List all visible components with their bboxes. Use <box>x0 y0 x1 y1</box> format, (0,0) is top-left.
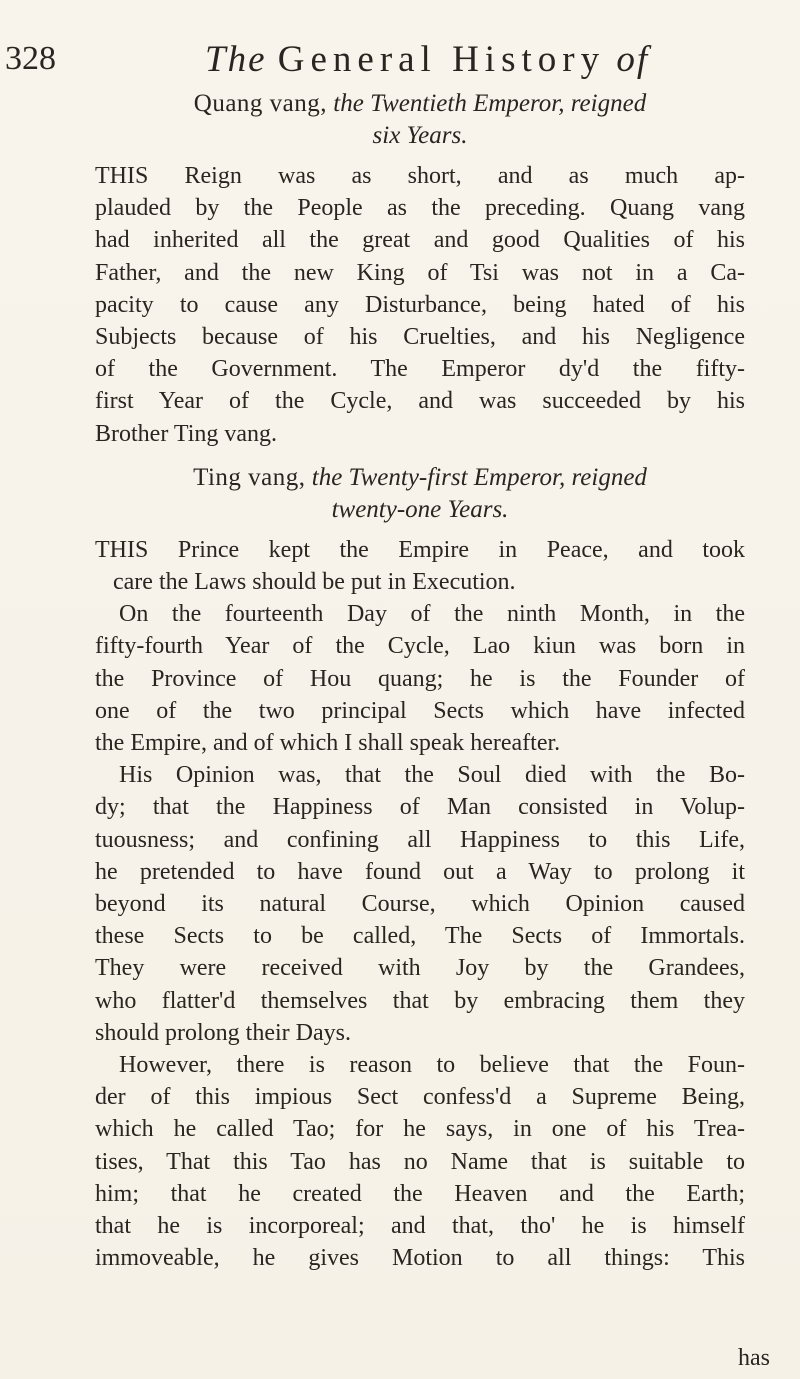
text-line: dy; that the Happiness of Man consisted in Volup- <box>95 794 745 821</box>
page-body <box>95 88 745 1358</box>
section-heading-line-2: six Years. <box>372 122 468 149</box>
text-line: of the Government. The Emperor dy'd the fifty- <box>95 356 745 383</box>
text-line: THIS Prince kept the Empire in Peace, and took <box>95 536 745 563</box>
section-heading-ting-vang <box>95 462 745 526</box>
text-line: fifty-fourth Year of the Cycle, Lao kiun was born in <box>95 633 745 660</box>
running-head <box>205 38 649 81</box>
text-line: der of this impious Sect confess'd a Supreme Being, <box>95 1084 745 1111</box>
text-line: first Year of the Cycle, and was succeeded by his <box>95 388 745 415</box>
text-line: the Empire, and of which I shall speak hereafter. <box>95 730 561 757</box>
paragraph-lao-kiun-opinion <box>95 759 745 1049</box>
text-line: THIS Reign was as short, and as much ap- <box>95 163 745 189</box>
page-number: 328 <box>5 40 56 77</box>
text-line: had inherited all the great and good Qualities of his <box>95 227 745 254</box>
paragraph-tao <box>95 1049 745 1274</box>
text-line: tuousness; and confining all Happiness to this Life, <box>95 826 745 853</box>
emperor-name: Quang vang, <box>193 90 328 117</box>
catchword: has <box>738 1345 770 1371</box>
text-line: pacity to cause any Disturbance, being hated of his <box>95 291 745 318</box>
running-head-suffix: of <box>616 39 650 80</box>
emperor-name: Ting vang, <box>193 463 306 491</box>
text-line: beyond its natural Course, which Opinion caused <box>95 891 745 918</box>
text-line: one of the two principal Sects which have infected <box>95 697 745 724</box>
text-line: him; that he created the Heaven and the Earth; <box>95 1180 745 1207</box>
running-head-prefix: The <box>205 39 267 80</box>
text-line: which he called Tao; for he says, in one of his Trea- <box>95 1116 745 1143</box>
text-line: Subjects because of his Cruelties, and his Negligence <box>95 324 745 351</box>
text-line: His Opinion was, that the Soul died with the Bo- <box>119 762 745 789</box>
text-line: Brother Ting vang. <box>95 420 278 447</box>
text-line: tises, That this Tao has no Name that is suitable to <box>95 1148 745 1175</box>
text-line: care the Laws should be put in Execution. <box>113 569 516 596</box>
page-header <box>0 22 800 82</box>
text-line: he pretended to have found out a Way to prolong it <box>95 858 745 885</box>
text-line: Father, and the new King of Tsi was not in a Ca- <box>95 259 745 286</box>
heading-rest: the Twenty-first Emperor, reigned <box>305 463 647 491</box>
paragraph-ting-vang-reign <box>95 534 745 598</box>
section-heading-quang-vang <box>95 88 745 152</box>
running-head-main: General History <box>277 39 606 80</box>
text-line: the Province of Hou quang; he is the Founder of <box>95 665 745 692</box>
paragraph-lao-kiun-birth <box>95 598 745 759</box>
text-line: plauded by the People as the preceding. Quang vang <box>95 195 745 222</box>
text-line: these Sects to be called, The Sects of Immortals. <box>95 923 745 950</box>
text-line: However, there is reason to believe that the Foun- <box>119 1052 745 1079</box>
text-line: that he is incorporeal; and that, tho' he is himself <box>95 1213 745 1240</box>
heading-rest: the Twentieth Emperor, reigned <box>327 90 647 117</box>
text-line: On the fourteenth Day of the ninth Month, in the <box>119 601 745 628</box>
text-line: They were received with Joy by the Grandees, <box>95 955 745 982</box>
section-heading-line-2: twenty-one Years. <box>331 495 509 523</box>
text-line: should prolong their Days. <box>95 1019 351 1046</box>
section-heading-line-1 <box>95 462 745 494</box>
text-line: immoveable, he gives Motion to all things: This <box>95 1245 745 1272</box>
text-line: who flatter'd themselves that by embracing them they <box>95 987 745 1014</box>
section-heading-line-1 <box>95 88 745 120</box>
paragraph-quang-vang-reign <box>95 160 745 450</box>
